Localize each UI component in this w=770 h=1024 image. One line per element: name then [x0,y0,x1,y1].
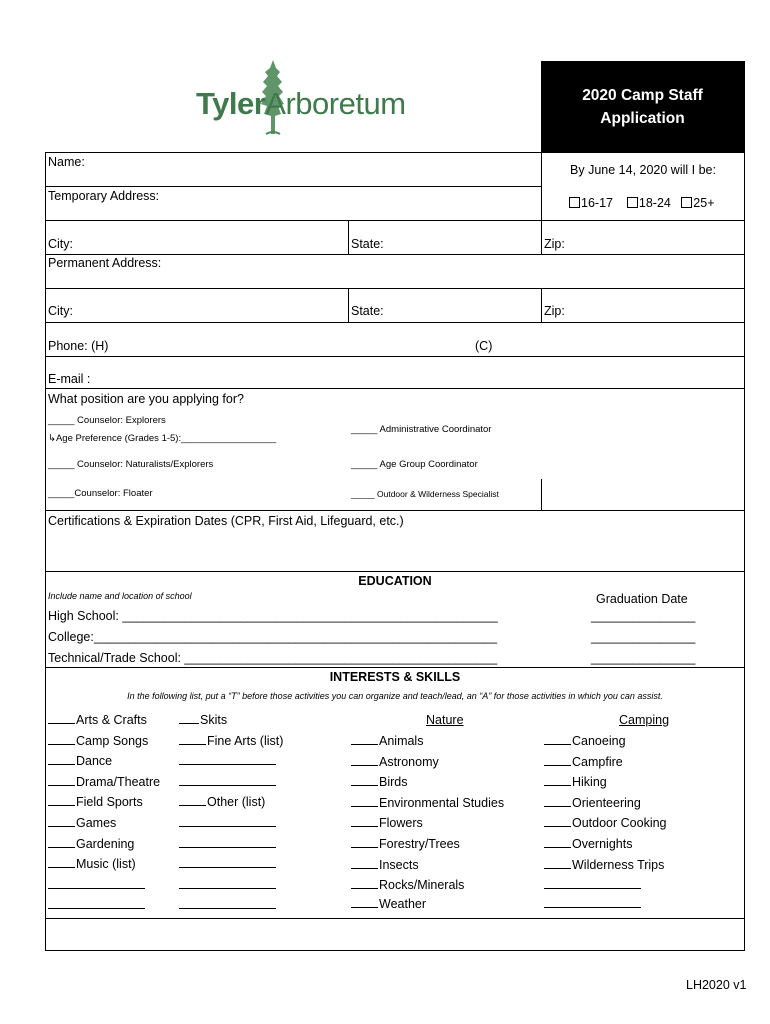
position-outdoor-specialist[interactable]: _____ Outdoor & Wilderness Specialist [351,489,499,499]
interests-column-camping [544,733,667,917]
city-label[interactable]: City: [48,237,73,251]
checkbox-25-plus[interactable] [681,197,692,208]
camping-item[interactable]: Campfire [544,754,667,775]
name-label[interactable]: Name: [48,155,85,169]
interest-item[interactable]: Dance [48,753,160,774]
interest-item[interactable]: Drama/Theatre [48,774,160,795]
logo-word-arboretum: Arboretum [265,86,406,121]
camping-item[interactable]: Orienteering [544,795,667,816]
nature-item[interactable]: Rocks/Minerals [351,877,504,896]
position-question: What position are you applying for? [48,392,244,406]
position-admin-coordinator[interactable]: _____ Administrative Coordinator [351,424,492,435]
position-age-preference[interactable]: ↳Age Preference (Grades 1-5):__________________ [48,433,277,444]
camping-item[interactable]: Overnights [544,836,667,857]
technical-school-field[interactable]: Technical/Trade School: _____________________________________________ [48,651,498,665]
college-field[interactable]: College:__________________________________________________________ [48,630,498,644]
nature-item[interactable]: Astronomy [351,754,504,775]
age-option-25-plus: 25+ [693,196,715,210]
interest-item[interactable]: Fine Arts (list) [179,733,283,754]
interest-blank[interactable] [48,897,160,918]
nature-item[interactable]: Insects [351,857,504,878]
perm-address-label[interactable]: Permanent Address: [48,256,162,270]
interest-item[interactable]: Arts & Crafts [48,712,160,733]
interest-blank[interactable] [179,753,283,774]
interest-blank[interactable] [179,897,283,918]
interest-item[interactable]: Camp Songs [48,733,160,754]
college-grad-date[interactable]: _______________ [591,630,696,644]
position-age-group-coordinator[interactable]: _____ Age Group Coordinator [351,459,478,470]
interest-item[interactable]: Gardening [48,836,160,857]
nature-item[interactable]: Birds [351,774,504,795]
nature-item[interactable]: Forestry/Trees [351,836,504,857]
age-option-18-24: 18-24 [638,196,671,210]
checkbox-18-24[interactable] [627,197,638,208]
checkbox-16-17[interactable] [569,197,580,208]
position-counselor-explorers[interactable]: _____ Counselor: Explorers [48,415,166,426]
zip-label[interactable]: Zip: [544,237,565,251]
logo-word-tyler: Tyler [196,86,266,121]
interests-column-1 [48,712,160,917]
interest-item[interactable]: Field Sports [48,794,160,815]
nature-item[interactable]: Environmental Studies [351,795,504,816]
interest-item[interactable]: Skits [179,712,283,733]
camping-item[interactable]: Outdoor Cooking [544,815,667,836]
title-line-1: 2020 Camp Staff [582,86,703,104]
tyler-arboretum-logo [196,58,420,138]
interests-instructions: In the following list, put a “T” before those activities you can organize and teach/lead, an “A” for those activities in which you can assist. [127,691,663,701]
interest-item[interactable]: Games [48,815,160,836]
nature-header: Nature [426,713,464,727]
age-options [569,196,715,211]
interest-item[interactable]: Music (list) [48,856,160,877]
camping-item[interactable]: Hiking [544,774,667,795]
email-label[interactable]: E-mail : [48,372,91,386]
camping-item[interactable]: Canoeing [544,733,667,754]
high-school-field[interactable]: High School: ______________________________________________________ [48,609,498,623]
camping-blank[interactable] [544,877,667,896]
certifications-label[interactable]: Certifications & Expiration Dates (CPR, First Aid, Lifeguard, etc.) [48,514,404,528]
interest-blank[interactable] [179,836,283,857]
zip2-label[interactable]: Zip: [544,304,565,318]
camping-blank[interactable] [544,896,667,917]
education-header: EDUCATION [358,574,432,588]
position-counselor-naturalists[interactable]: _____ Counselor: Naturalists/Explorers [48,459,214,470]
state-label[interactable]: State: [351,237,384,251]
nature-item[interactable]: Animals [351,733,504,754]
interest-item[interactable]: Other (list) [179,794,283,815]
interest-blank[interactable] [179,774,283,795]
temp-address-label[interactable]: Temporary Address: [48,189,160,203]
age-prompt: By June 14, 2020 will I be: [570,163,716,177]
nature-item[interactable]: Weather [351,896,504,917]
interest-blank[interactable] [48,877,160,897]
education-note: Include name and location of school [48,591,192,601]
camping-header: Camping [619,713,670,727]
high-school-grad-date[interactable]: _______________ [591,609,696,623]
interest-blank[interactable] [179,815,283,836]
age-option-16-17: 16-17 [581,196,613,210]
phone-home-label[interactable]: Phone: (H) [48,339,109,353]
position-counselor-floater[interactable]: _____Counselor: Floater [48,488,153,499]
interests-header: INTERESTS & SKILLS [329,670,461,684]
interest-blank[interactable] [179,877,283,897]
state2-label[interactable]: State: [351,304,384,318]
camping-item[interactable]: Wilderness Trips [544,857,667,878]
nature-item[interactable]: Flowers [351,815,504,836]
form-version: LH2020 v1 [686,978,747,992]
interests-column-nature [351,733,504,917]
technical-grad-date[interactable]: _______________ [591,651,696,665]
interests-column-2 [179,712,283,917]
phone-cell-label[interactable]: (C) [475,339,493,353]
title-line-2: Application [600,109,685,127]
interest-blank[interactable] [179,856,283,877]
title-box [541,61,744,152]
city2-label[interactable]: City: [48,304,73,318]
graduation-date-label: Graduation Date [596,592,688,606]
